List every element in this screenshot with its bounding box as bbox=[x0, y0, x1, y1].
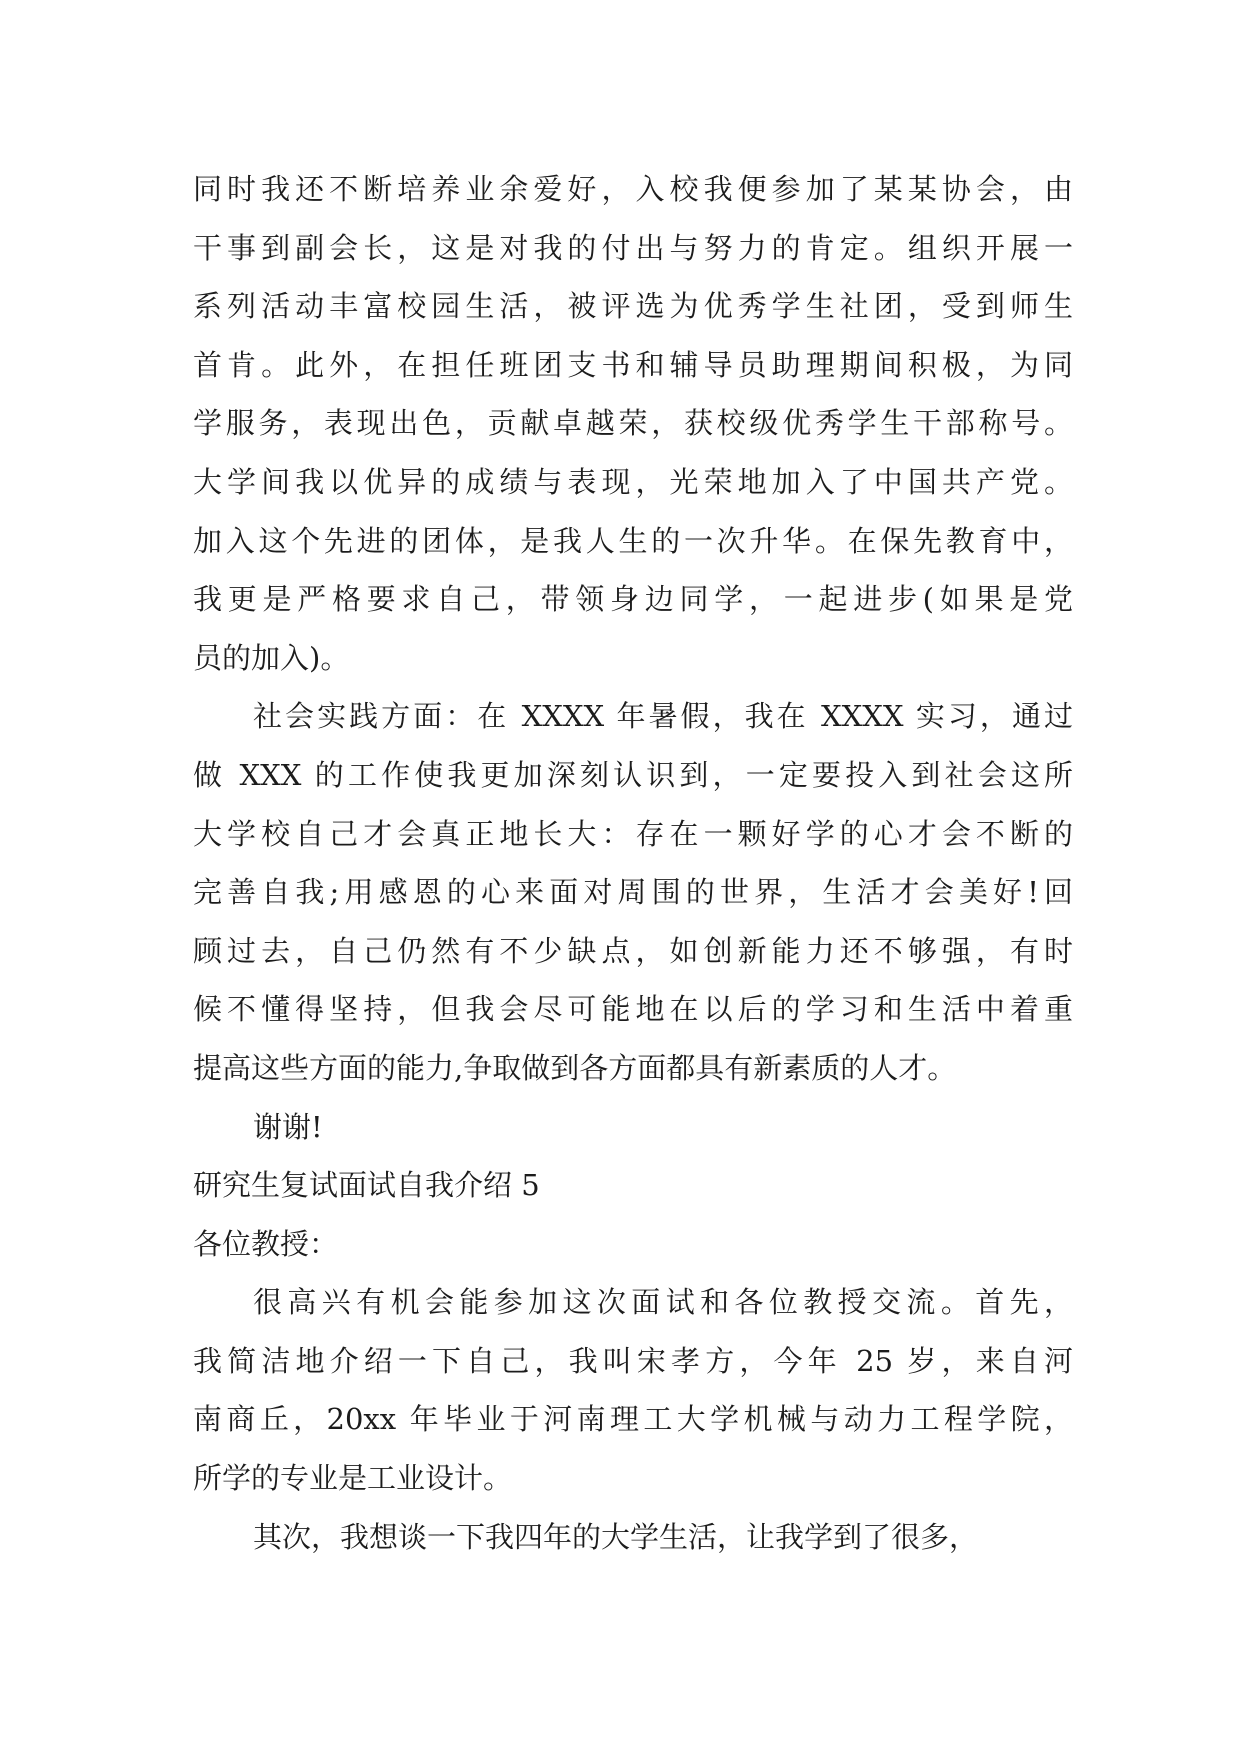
text-line: 所学的专业是工业设计。 bbox=[193, 1461, 513, 1496]
text-line: 首肯。此外，在担任班团支书和辅导员助理期间积极，为同 bbox=[193, 347, 1073, 382]
text-line: 我更是严格要求自己，带领身边同学，一起进步(如果是党 bbox=[193, 582, 1073, 617]
text-line: 同时我还不断培养业余爱好，入校我便参加了某某协会，由 bbox=[193, 172, 1073, 206]
text-line: 员的加入)。 bbox=[193, 640, 350, 675]
text-line: 加入这个先进的团体，是我人生的一次升华。在保先教育中， bbox=[193, 523, 1073, 558]
text-line: 很高兴有机会能参加这次面试和各位教授交流。首先， bbox=[253, 1285, 1073, 1320]
text-line: 学服务，表现出色，贡献卓越荣，获校级优秀学生干部称号。 bbox=[193, 406, 1073, 441]
salutation bbox=[193, 1215, 1073, 1274]
paragraph bbox=[193, 1098, 1073, 1157]
text-line: 大学校自己才会真正地长大：存在一颗好学的心才会不断的 bbox=[193, 816, 1073, 851]
text-line: 提高这些方面的能力,争取做到各方面都具有新素质的人才。 bbox=[193, 1050, 957, 1085]
section-heading bbox=[193, 1156, 1073, 1215]
paragraph bbox=[193, 687, 1073, 1097]
text-line: 完善自我;用感恩的心来面对周围的世界，生活才会美好!回 bbox=[193, 875, 1073, 910]
text-line: 系列活动丰富校园生活，被评选为优秀学生社团，受到师生 bbox=[193, 289, 1073, 324]
text-line: 大学间我以优异的成绩与表现，光荣地加入了中国共产党。 bbox=[193, 464, 1073, 499]
paragraph bbox=[193, 1508, 1073, 1567]
paragraph bbox=[193, 1273, 1073, 1507]
text-line: 候不懂得坚持，但我会尽可能地在以后的学习和生活中着重 bbox=[193, 992, 1073, 1027]
text-line: 干事到副会长，这是对我的付出与努力的肯定。组织开展一 bbox=[193, 230, 1073, 265]
text-line: 研究生复试面试自我介绍 5 bbox=[193, 1168, 540, 1203]
text-line: 其次，我想谈一下我四年的大学生活，让我学到了很多， bbox=[253, 1519, 979, 1554]
text-line: 顾过去，自己仍然有不少缺点，如创新能力还不够强，有时 bbox=[193, 933, 1073, 968]
text-line: 谢谢! bbox=[253, 1109, 323, 1144]
document-body bbox=[193, 160, 1073, 1566]
text-line: 我简洁地介绍一下自己，我叫宋孝方，今年 25 岁，来自河 bbox=[193, 1343, 1073, 1378]
text-line: 南商丘，20xx 年毕业于河南理工大学机械与动力工程学院， bbox=[193, 1402, 1073, 1437]
paragraph bbox=[193, 160, 1073, 687]
text-line: 各位教授： bbox=[193, 1226, 339, 1261]
text-line: 社会实践方面：在 XXXX 年暑假，我在 XXXX 实习，通过 bbox=[253, 699, 1073, 734]
text-line: 做 XXX 的工作使我更加深刻认识到，一定要投入到社会这所 bbox=[193, 757, 1073, 792]
